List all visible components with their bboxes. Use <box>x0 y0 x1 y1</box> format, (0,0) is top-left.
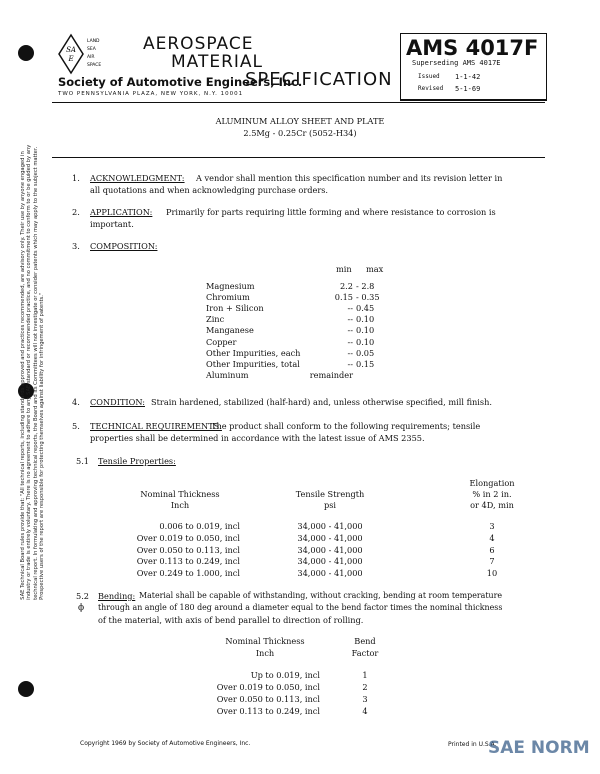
s5-text2: properties shall be determined in accordance with the latest issue of AMS 2355. <box>90 433 425 443</box>
title-aerospace: AEROSPACE <box>143 34 254 54</box>
doc-title-line2: 2.5Mg - 0.25Cr (5052-H34) <box>243 128 357 138</box>
tensile-elongation: 3 <box>489 521 495 531</box>
bend-h-f1: Bend <box>354 636 376 646</box>
bend-factor: 2 <box>362 682 368 692</box>
bend-h-thick2: Inch <box>255 648 275 658</box>
bend-factor: 4 <box>362 706 368 716</box>
issued-label: Issued <box>418 73 440 80</box>
s2-text: Primarily for parts requiring little forming and where resistance to corrosion is <box>166 207 496 217</box>
s2-head: APPLICATION: <box>90 207 153 217</box>
s51-num: 5.1 <box>76 456 90 466</box>
copyright: Copyright 1969 by Society of Automotive Engineers, Inc. <box>80 740 251 747</box>
tensile-strength: 34,000 - 41,000 <box>297 544 363 555</box>
s3-num: 3. <box>72 241 80 251</box>
bend-factor: 3 <box>362 694 368 704</box>
comp-element: Copper <box>206 336 237 347</box>
tensile-h-el1: Elongation <box>469 478 515 488</box>
bend-h-f2: Factor <box>351 648 379 658</box>
comp-element: Magnesium <box>206 281 255 291</box>
s4-text: Strain hardened, stabilized (half-hard) and, unless otherwise specified, mill finish. <box>151 397 493 407</box>
comp-element: Iron + Silicon <box>206 303 264 314</box>
side-disclaimer: SAE Technical Board rules provide that: "All technical reports, including standards approved and practices recommended, are advisory only. Their use by anyone engaged in industry or trade is entirely voluntary. There is no agreement to adhere to any SAE standard or recommended practice, and no commitment to conform to or be guided by any technical report. In formulating and approving technical reports, the Board and its Committees will not investigate or consider patents which may apply to the subject matter. Prospective users of the report are responsible for protecting themselves against liability for infringement of patents." <box>20 144 46 600</box>
tensile-h-thick2: Inch <box>170 500 190 510</box>
comp-min: -- <box>347 347 353 358</box>
s5-num: 5. <box>72 421 80 431</box>
comp-element: Other Impurities, each <box>206 347 301 358</box>
tensile-strength: 34,000 - 41,000 <box>297 556 363 567</box>
svg-text:SA: SA <box>66 46 76 54</box>
tensile-thickness: Over 0.050 to 0.113, incl <box>136 544 240 555</box>
s52-text3: of the material, with axis of bend parallel to direction of rolling. <box>98 615 364 625</box>
bend-thickness: Up to 0.019, incl <box>250 670 320 680</box>
logo-word-space: SPACE <box>87 63 102 68</box>
sae-logo-icon <box>57 33 107 75</box>
comp-element: Other Impurities, total <box>206 358 300 369</box>
logo-word-sea: SEA <box>87 47 96 52</box>
s52-text2: through an angle of 180 deg around a diameter equal to the bend factor times the nominal thickness <box>98 603 503 612</box>
tensile-h-el3: or 4D, min <box>470 500 514 510</box>
tensile-thickness: Over 0.019 to 0.050, incl <box>136 532 240 543</box>
comp-element: Aluminum <box>206 369 249 380</box>
comp-min: -- <box>347 303 353 314</box>
comp-max: 0.15 <box>356 358 375 369</box>
society-address: TWO PENNSYLVANIA PLAZA, NEW YORK, N.Y. 10001 <box>58 91 244 97</box>
binder-hole-bottom <box>18 681 34 697</box>
s3-head: COMPOSITION: <box>90 241 158 251</box>
comp-max: 0.10 <box>356 314 375 325</box>
tensile-elongation: 7 <box>489 556 495 567</box>
logo-word-land: LAND <box>87 39 100 44</box>
comp-element: Zinc <box>206 314 225 325</box>
comp-col-max: max <box>366 264 384 274</box>
comp-min: remainder <box>309 369 353 380</box>
bend-thickness: Over 0.019 to 0.050, incl <box>216 682 320 692</box>
bend-h-thick1: Nominal Thickness <box>225 636 305 646</box>
doc-title-line1: ALUMINUM ALLOY SHEET AND PLATE <box>215 116 385 126</box>
title-specification: SPECIFICATION <box>245 69 393 90</box>
s1-text2: all quotations and when acknowledging purchase orders. <box>90 185 329 195</box>
tensile-thickness: Over 0.249 to 1.000, incl <box>136 568 240 579</box>
tensile-strength: 34,000 - 41,000 <box>297 521 363 531</box>
tensile-thickness: Over 0.113 to 0.249, incl <box>136 556 240 567</box>
tensile-strength: 34,000 - 41,000 <box>297 532 363 543</box>
binder-hole-top <box>18 45 34 61</box>
s4-num: 4. <box>72 397 80 407</box>
bend-factor: 1 <box>362 670 368 680</box>
comp-min: -- <box>347 314 353 325</box>
revised-date: 5-1-69 <box>455 85 481 93</box>
comp-max: - 2.8 <box>356 281 375 291</box>
comp-min: 2.2 <box>339 281 353 291</box>
comp-max: - 0.35 <box>356 292 380 303</box>
comp-max: 0.45 <box>356 303 375 314</box>
comp-min: -- <box>347 336 353 347</box>
comp-col-min: min <box>336 264 352 274</box>
revised-label: Revised <box>418 85 444 92</box>
s52-num: 5.2 <box>76 591 90 601</box>
logo-word-air: AIR <box>87 55 95 60</box>
s52-mark: ϕ <box>78 603 85 613</box>
tensile-elongation: 4 <box>489 532 495 543</box>
comp-min: -- <box>347 358 353 369</box>
bend-thickness: Over 0.050 to 0.113, incl <box>216 694 320 704</box>
svg-text:E: E <box>68 55 74 63</box>
tensile-thickness: 0.006 to 0.019, incl <box>159 521 240 531</box>
bend-thickness: Over 0.113 to 0.249, incl <box>216 706 320 716</box>
tensile-elongation: 6 <box>489 544 495 555</box>
ams-number: AMS 4017F <box>406 36 539 60</box>
comp-min: 0.15 <box>334 292 353 303</box>
s5-head: TECHNICAL REQUIREMENTS: <box>90 421 222 431</box>
superseding: Superseding AMS 4017E <box>412 59 501 67</box>
s4-head: CONDITION: <box>90 397 145 407</box>
tensile-elongation: 10 <box>486 568 498 579</box>
title-material: MATERIAL <box>171 52 264 72</box>
comp-max: 0.05 <box>356 347 375 358</box>
s2-text2: important. <box>90 219 134 229</box>
s5-text: The product shall conform to the following requirements; tensile <box>211 421 481 431</box>
comp-element: Chromium <box>206 292 250 303</box>
tensile-h-el2: % in 2 in. <box>472 489 512 499</box>
s1-head: ACKNOWLEDGMENT: <box>90 173 185 183</box>
tensile-strength: 34,000 - 41,000 <box>297 568 363 579</box>
s1-text: A vendor shall mention this specification number and its revision letter in <box>196 173 503 183</box>
comp-max: 0.10 <box>356 325 375 336</box>
s52-text: Material shall be capable of withstanding, without cracking, bending at room temperature <box>139 591 503 600</box>
comp-max: 0.10 <box>356 336 375 347</box>
tensile-h-thick1: Nominal Thickness <box>140 489 220 499</box>
printed-in: Printed in U.S.A. <box>448 741 497 748</box>
s2-num: 2. <box>72 207 80 217</box>
comp-min: -- <box>347 325 353 336</box>
s1-num: 1. <box>72 173 80 183</box>
society-name: Society of Automotive Engineers, Inc. <box>58 75 303 89</box>
s52-head: Bending: <box>98 591 136 601</box>
tensile-h-str2: psi <box>323 500 337 510</box>
s51-head: Tensile Properties: <box>98 456 176 466</box>
issued-date: 1-1-42 <box>455 73 481 81</box>
sae-norm-watermark: SAE NORM <box>488 738 590 758</box>
tensile-h-str1: Tensile Strength <box>295 489 365 499</box>
comp-element: Manganese <box>206 325 254 336</box>
